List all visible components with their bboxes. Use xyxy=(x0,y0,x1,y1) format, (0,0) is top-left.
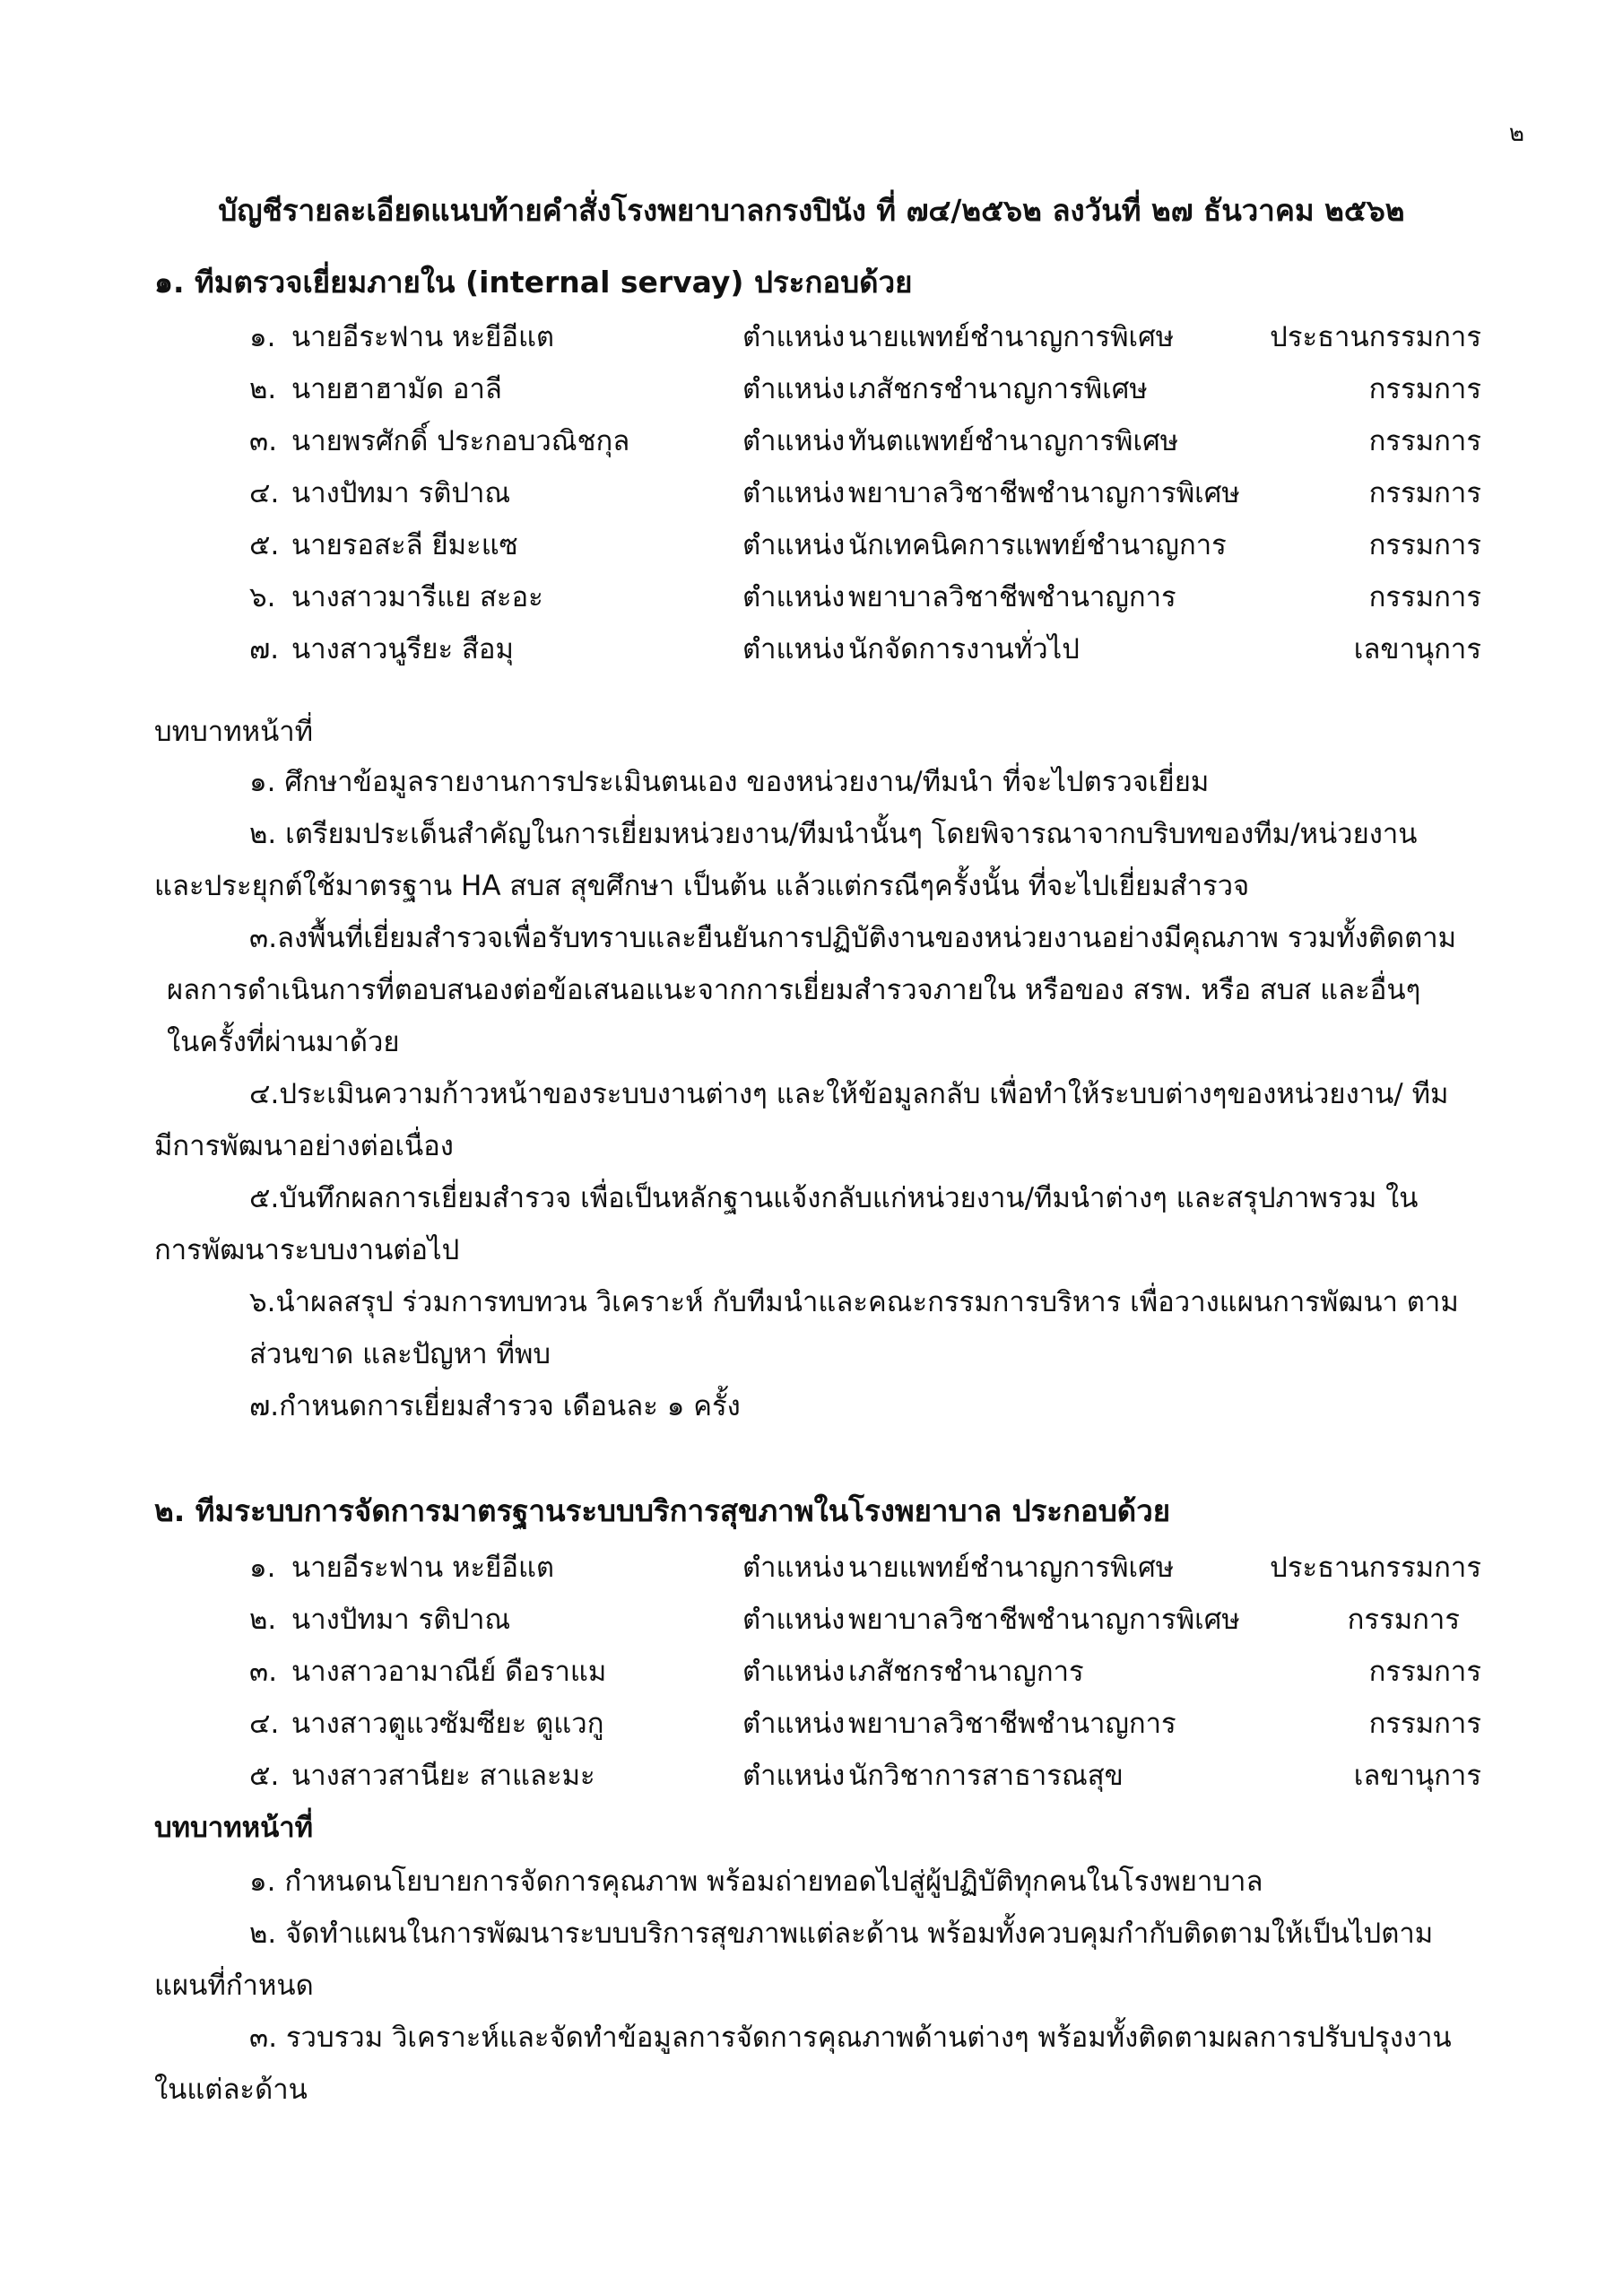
member-name: นางปัทมา รติปาณ xyxy=(291,1604,511,1636)
member-position: นักวิชาการสาธารณสุข xyxy=(848,1760,1124,1792)
member-role: กรรมการ xyxy=(1368,1708,1481,1740)
position-label: ตำแหน่ง xyxy=(742,1604,846,1636)
member-role: กรรมการ xyxy=(1368,425,1481,457)
member-role: ประธานกรรมการ xyxy=(1270,1552,1481,1584)
section-1-duty-line: ๑. ศึกษาข้อมูลรายงานการประเมินตนเอง ของหน่วยงาน/ทีมนำ ที่จะไปตรวจเยี่ยม xyxy=(249,766,1210,798)
position-label: ตำแหน่ง xyxy=(742,1760,846,1792)
section-1-duty-line: ๖.นำผลสรุป ร่วมการทบทวน วิเคราะห์ กับทีมนำและคณะกรรมการบริหาร เพื่อวางแผนการพัฒนา ตาม xyxy=(249,1286,1459,1318)
section-2-duty-line: ๓. รวบรวม วิเคราะห์และจัดทำข้อมูลการจัดการคุณภาพด้านต่างๆ พร้อมทั้งติดตามผลการปรับปรุงงาน xyxy=(249,2022,1452,2054)
member-number: ๑. xyxy=(249,321,276,353)
position-label: ตำแหน่ง xyxy=(742,633,846,665)
section-1-duty-line: การพัฒนาระบบงานต่อไป xyxy=(154,1234,460,1266)
page-number: ๒ xyxy=(1508,120,1524,147)
member-position: นายแพทย์ชำนาญการพิเศษ xyxy=(848,321,1175,353)
member-name: นายพรศักดิ์ ประกอบวณิชกุล xyxy=(291,425,630,457)
section-1-duties-heading: บทบาทหน้าที่ xyxy=(154,716,314,748)
member-number: ๖. xyxy=(249,581,276,613)
position-label: ตำแหน่ง xyxy=(742,1552,846,1584)
section-1-duty-line: และประยุกต์ใช้มาตรฐาน HA สบส สุขศึกษา เป็นต้น แล้วแต่กรณีๆครั้งนั้น ที่จะไปเยี่ยมสำรวจ xyxy=(154,870,1250,902)
member-name: นางสาวอามาณีย์ ดือราแม xyxy=(291,1656,607,1688)
member-role: ประธานกรรมการ xyxy=(1270,321,1481,353)
section-1-member xyxy=(0,522,1623,567)
member-role: เลขานุการ xyxy=(1353,1760,1481,1792)
position-label: ตำแหน่ง xyxy=(742,1656,846,1688)
section-2-member xyxy=(0,1544,1623,1589)
position-label: ตำแหน่ง xyxy=(742,581,846,613)
position-label: ตำแหน่ง xyxy=(742,529,846,561)
member-name: นางสาวนูรียะ สือมุ xyxy=(291,633,514,665)
member-name: นางสาวตูแวซัมซียะ ตูแวกู xyxy=(291,1708,604,1740)
member-position: พยาบาลวิชาชีพชำนาญการพิเศษ xyxy=(848,477,1240,509)
member-name: นางสาวมารีแย สะอะ xyxy=(291,581,543,613)
member-name: นายอีระฟาน หะยีอีแต xyxy=(291,1552,555,1584)
member-name: นางปัทมา รติปาณ xyxy=(291,477,511,509)
member-number: ๓. xyxy=(249,1656,278,1688)
section-2-member xyxy=(0,1648,1623,1693)
section-1-duty-line: ส่วนขาด และปัญหา ที่พบ xyxy=(249,1338,551,1370)
member-name: นางสาวสานียะ สาและมะ xyxy=(291,1760,595,1792)
member-position: พยาบาลวิชาชีพชำนาญการพิเศษ xyxy=(848,1604,1240,1636)
member-position: นายแพทย์ชำนาญการพิเศษ xyxy=(848,1552,1175,1584)
section-2-duty-line: แผนที่กำหนด xyxy=(154,1970,314,2002)
member-role: กรรมการ xyxy=(1368,581,1481,613)
section-2-member xyxy=(0,1596,1623,1641)
member-number: ๔. xyxy=(249,1708,280,1740)
member-number: ๒. xyxy=(249,1604,277,1636)
section-2-heading: ๒. ทีมระบบการจัดการมาตรฐานระบบบริการสุขภาพในโรงพยาบาล ประกอบด้วย xyxy=(154,1493,1171,1528)
member-name: นายอีระฟาน หะยีอีแต xyxy=(291,321,555,353)
member-position: นักจัดการงานทั่วไป xyxy=(848,633,1080,665)
section-1-member xyxy=(0,626,1623,671)
section-1-duty-line: ๕.บันทึกผลการเยี่ยมสำรวจ เพื่อเป็นหลักฐานแจ้งกลับแก่หน่วยงาน/ทีมนำต่างๆ และสรุปภาพรวม ใน xyxy=(249,1182,1419,1214)
section-1-member xyxy=(0,470,1623,515)
member-number: ๒. xyxy=(249,373,277,405)
section-1-heading: ๑. ทีมตรวจเยี่ยมภายใน (internal servay) ประกอบด้วย xyxy=(154,265,913,300)
section-1-member xyxy=(0,366,1623,411)
section-1-duty-line: ๗.กำหนดการเยี่ยมสำรวจ เดือนละ ๑ ครั้ง xyxy=(249,1390,741,1422)
position-label: ตำแหน่ง xyxy=(742,477,846,509)
section-1-duty-line: ผลการดำเนินการที่ตอบสนองต่อข้อเสนอแนะจากการเยี่ยมสำรวจภายใน หรือของ สรพ. หรือ สบส และอื่นๆ xyxy=(167,974,1421,1006)
member-number: ๔. xyxy=(249,477,280,509)
member-number: ๑. xyxy=(249,1552,276,1584)
section-2-duty-line: ๒. จัดทำแผนในการพัฒนาระบบบริการสุขภาพแต่ละด้าน พร้อมทั้งควบคุมกำกับติดตามให้เป็นไปตาม xyxy=(249,1918,1434,1950)
position-label: ตำแหน่ง xyxy=(742,373,846,405)
member-position: พยาบาลวิชาชีพชำนาญการ xyxy=(848,581,1176,613)
member-name: นายฮาฮามัด อาลี xyxy=(291,373,502,405)
position-label: ตำแหน่ง xyxy=(742,1708,846,1740)
member-role: กรรมการ xyxy=(1368,529,1481,561)
section-1-member xyxy=(0,418,1623,463)
member-number: ๕. xyxy=(249,529,280,561)
position-label: ตำแหน่ง xyxy=(742,425,846,457)
member-role: เลขานุการ xyxy=(1353,633,1481,665)
section-1-duty-line: มีการพัฒนาอย่างต่อเนื่อง xyxy=(154,1130,454,1162)
section-2-duty-line: ในแต่ละด้าน xyxy=(154,2074,308,2106)
section-1-duty-line: ๔.ประเมินความก้าวหน้าของระบบงานต่างๆ และให้ข้อมูลกลับ เพื่อทำให้ระบบต่างๆของหน่วยงาน/ ทีม xyxy=(249,1078,1449,1110)
section-1-member xyxy=(0,574,1623,619)
position-label: ตำแหน่ง xyxy=(742,321,846,353)
member-role: กรรมการ xyxy=(1368,1656,1481,1688)
section-1-duty-line: ๒. เตรียมประเด็นสำคัญในการเยี่ยมหน่วยงาน/ทีมนำนั้นๆ โดยพิจารณาจากบริบทของทีม/หน่วยงาน xyxy=(249,818,1418,850)
section-2-duty-line: ๑. กำหนดนโยบายการจัดการคุณภาพ พร้อมถ่ายทอดไปสู่ผู้ปฏิบัติทุกคนในโรงพยาบาล xyxy=(249,1866,1263,1898)
member-number: ๗. xyxy=(249,633,280,665)
section-2-member xyxy=(0,1700,1623,1745)
member-name: นายรอสะลี ยีมะแซ xyxy=(291,529,518,561)
member-position: เภสัชกรชำนาญการ xyxy=(848,1656,1084,1688)
member-position: นักเทคนิคการแพทย์ชำนาญการ xyxy=(848,529,1227,561)
member-number: ๕. xyxy=(249,1760,280,1792)
member-number: ๓. xyxy=(249,425,278,457)
section-1-duty-line: ๓.ลงพื้นที่เยี่ยมสำรวจเพื่อรับทราบและยืนยันการปฏิบัติงานของหน่วยงานอย่างมีคุณภาพ รวมทั้งติดตาม xyxy=(249,922,1457,954)
member-position: ทันตแพทย์ชำนาญการพิเศษ xyxy=(848,425,1179,457)
member-position: พยาบาลวิชาชีพชำนาญการ xyxy=(848,1708,1176,1740)
section-2-member xyxy=(0,1752,1623,1797)
member-role: กรรมการ xyxy=(1368,373,1481,405)
section-1-member xyxy=(0,314,1623,359)
member-role: กรรมการ xyxy=(1347,1604,1460,1636)
member-role: กรรมการ xyxy=(1368,477,1481,509)
section-1-duty-line: ในครั้งที่ผ่านมาด้วย xyxy=(167,1026,400,1058)
member-position: เภสัชกรชำนาญการพิเศษ xyxy=(848,373,1148,405)
section-2-duties-heading: บทบาทหน้าที่ xyxy=(154,1812,314,1844)
document-title: บัญชีรายละเอียดแนบท้ายคำสั่งโรงพยาบาลกรงปินัง ที่ ๗๔/๒๕๖๒ ลงวันที่ ๒๗ ธันวาคม ๒๕๖๒ xyxy=(218,193,1405,228)
